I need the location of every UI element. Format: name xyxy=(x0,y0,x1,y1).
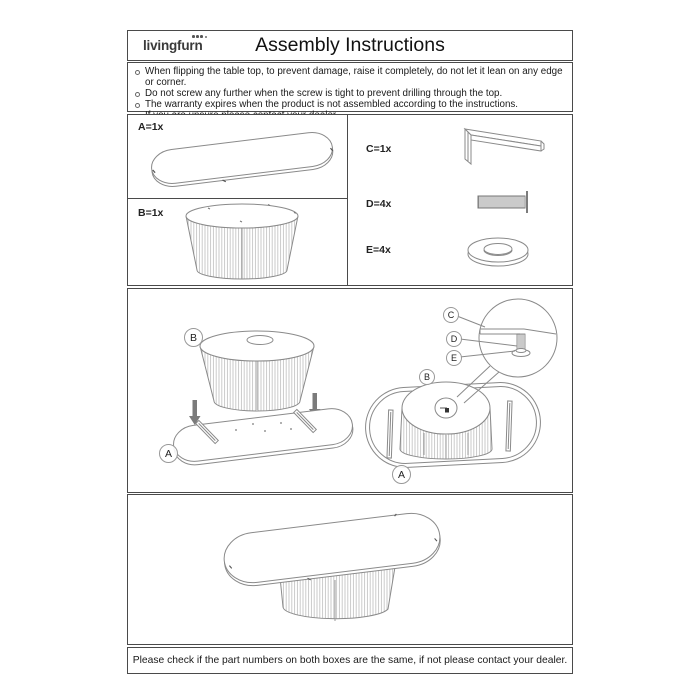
part-b-label: B=1x xyxy=(138,207,164,219)
final-product-box xyxy=(127,494,573,645)
footer-note-box xyxy=(127,647,573,674)
header xyxy=(127,30,573,61)
parts-cde-box xyxy=(347,114,573,286)
warning-box xyxy=(127,62,573,112)
brand-logo-text: livingfurn xyxy=(143,38,203,53)
assembly-diagram xyxy=(128,289,572,492)
final-product-illustration xyxy=(128,495,572,644)
callout-label-a2: A xyxy=(392,465,411,484)
warning-item: When flipping the table top, to prevent damage, raise it completely, do not let it lean on any edge or corner. xyxy=(133,66,567,88)
callout-label-b: B xyxy=(184,328,203,347)
callout-label-e: E xyxy=(446,350,462,366)
assembly-left-tabletop xyxy=(171,406,354,467)
assembly-left-base xyxy=(200,331,314,411)
assembly-right-base xyxy=(400,382,492,459)
callout-label-c: C xyxy=(443,307,459,323)
detail-zoom-circle xyxy=(479,299,557,377)
part-b-box xyxy=(127,198,348,286)
part-a-box xyxy=(127,114,348,199)
bullet-icon xyxy=(135,103,140,108)
page-title: Assembly Instructions xyxy=(255,34,445,56)
part-d-label: D=4x xyxy=(366,198,392,210)
callout-label-b2: B xyxy=(419,369,435,385)
part-c-label: C=1x xyxy=(366,143,392,155)
parts-cde-illustrations xyxy=(348,115,572,285)
callout-label-d: D xyxy=(446,331,462,347)
assembly-diagram-box xyxy=(127,288,573,493)
bullet-icon xyxy=(135,92,140,97)
callout-label-a: A xyxy=(159,444,178,463)
footer-note: Please check if the part numbers on both boxes are the same, if not please contact your dealer. xyxy=(132,655,568,666)
part-a-label: A=1x xyxy=(138,121,164,133)
part-e-label: E=4x xyxy=(366,244,391,256)
bullet-icon xyxy=(135,70,140,75)
warning-item: The warranty expires when the product is not assembled according to the instructions. xyxy=(133,99,567,110)
warning-item: Do not screw any further when the screw is tight to prevent drilling through the top. xyxy=(133,88,567,99)
part-b-base-illustration xyxy=(128,199,347,285)
part-a-tabletop-illustration xyxy=(128,115,347,198)
